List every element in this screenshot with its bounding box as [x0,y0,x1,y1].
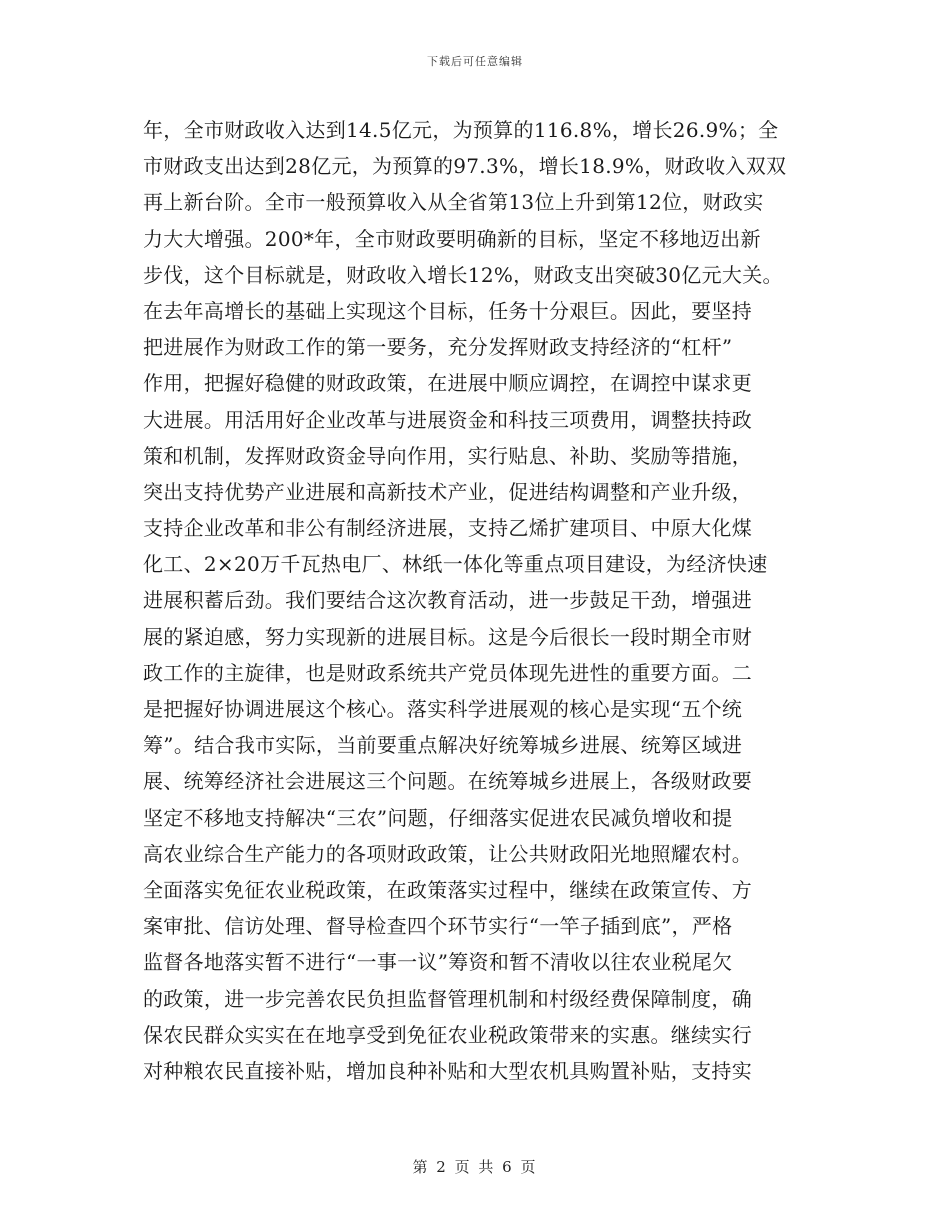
text-line: 对种粮农民直接补贴，增加良种补贴和大型农机具购置补贴，支持实 [143,1058,752,1083]
text-line: 支持企业改革和非公有制经济进展，支持乙烯扩建项目、中原大化煤 [143,516,752,541]
text-line: 筹”。结合我市实际，当前要重点解决好统筹城乡进展、统筹区域进 [143,733,743,758]
text-line: 全面落实免征农业税政策，在政策落实过程中，继续在政策宣传、方 [143,877,752,902]
text-line: 保农民群众实实在在地享受到免征农业税政策带来的实惠。继续实行 [143,1022,752,1047]
text-line: 大进展。用活用好企业改革与进展资金和科技三项费用，调整扶持政 [143,407,752,432]
text-line: 力大大增强。200*年，全市财政要明确新的目标，坚定不移地迈出新 [143,226,761,251]
text-line: 是把握好协调进展这个核心。落实科学进展观的核心是实现“五个统 [143,697,743,721]
text-line: 再上新台阶。全市一般预算收入从全省第13位上升到第12位，财政实 [143,190,764,215]
text-line: 政工作的主旋律，也是财政系统共产党员体现先进性的重要方面。二 [143,660,752,685]
text-line: 案审批、信访处理、督导检查四个环节实行“一竿子插到底”，严格 [143,914,733,939]
text-line: 步伐，这个目标就是，财政收入增长12%，财政支出突破30亿元大关。 [143,262,783,287]
page-header: 下载后可任意编辑 [427,55,523,68]
text-line: 把进展作为财政工作的第一要务，充分发挥财政支持经济的“杠杆” [143,335,733,360]
text-line: 展的紧迫感，努力实现新的进展目标。这是今后很长一段时期全市财 [143,624,752,649]
text-line: 高农业综合生产能力的各项财政政策，让公共财政阳光地照耀农村。 [143,841,752,866]
text-line: 坚定不移地支持解决“三农”问题，仔细落实促进农民减负增收和提 [143,805,733,830]
text-line: 监督各地落实暂不进行“一事一议”筹资和暂不清收以往农业税尾欠 [143,950,733,975]
text-line: 化工、2×20万千瓦热电厂、林纸一体化等重点项目建设，为经济快速 [143,552,768,577]
text-line: 的政策，进一步完善农民负担监督管理机制和村级经费保障制度，确 [143,986,752,1011]
text-line: 市财政支出达到28亿元，为预算的97.3%，增长18.9%，财政收入双双 [143,154,787,179]
text-line: 年，全市财政收入达到14.5亿元，为预算的116.8%，增长26.9%；全 [143,118,779,142]
text-line: 作用，把握好稳健的财政政策，在进展中顺应调控，在调控中谋求更 [143,371,752,396]
text-line: 在去年高增长的基础上实现这个目标，任务十分艰巨。因此，要坚持 [143,298,752,323]
body-text [143,112,803,1089]
text-line: 展、统筹经济社会进展这三个问题。在统筹城乡进展上，各级财政要 [143,769,752,794]
page-number-footer: 第 2 页 共 6 页 [412,1158,538,1176]
text-line: 突出支持优势产业进展和高新技术产业，促进结构调整和产业升级， [143,479,752,504]
text-line: 进展积蓄后劲。我们要结合这次教育活动，进一步鼓足干劲，增强进 [143,588,752,613]
text-line: 策和机制，发挥财政资金导向作用，实行贴息、补助、奖励等措施， [143,443,752,468]
